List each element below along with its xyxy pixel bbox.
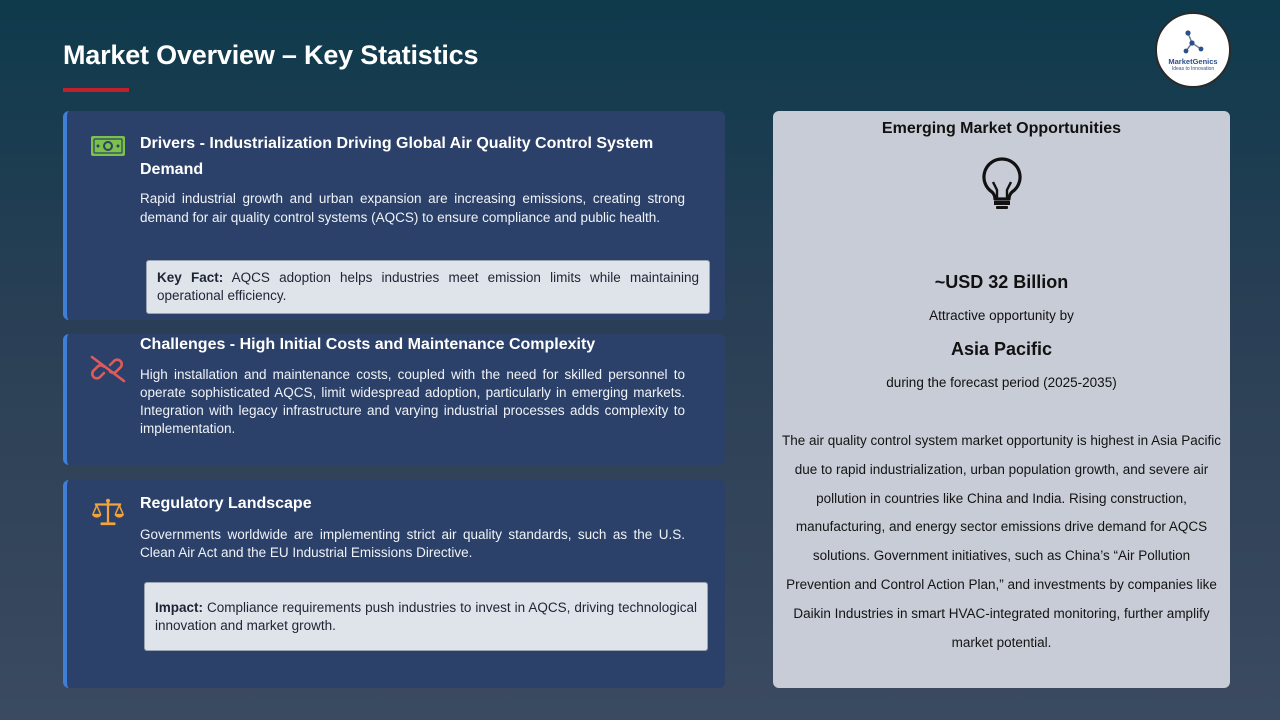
challenges-text: High installation and maintenance costs, coupled with the need for skilled personnel to operate sophisticated AQCS, limit widespread adoption, particularly in emerging markets. Integration with legacy infrastructure and varying industrial processes adds complexity to implementation. bbox=[140, 367, 685, 436]
opportunity-region: Asia Pacific bbox=[950, 339, 1053, 359]
logo-name: MarketGenics bbox=[1168, 56, 1218, 66]
opportunity-value: ~USD 32 Billion bbox=[934, 272, 1069, 292]
network-logo-icon bbox=[1180, 29, 1206, 55]
page-title: Market Overview – Key Statistics bbox=[63, 40, 479, 70]
challenges-title: Challenges - High Initial Costs and Maintenance Complexity bbox=[140, 336, 596, 353]
opportunity-heading: Emerging Market Opportunities bbox=[881, 120, 1122, 137]
drivers-text: Rapid industrial growth and urban expansion are increasing emissions, creating strong demand for air quality control systems (AQCS) to ensure compliance and public health. bbox=[140, 191, 685, 225]
title-underline bbox=[63, 88, 129, 92]
opportunity-description: The air quality control system market opportunity is highest in Asia Pacific due to rapid industrialization, urban population growth, and severe air pollution in countries like China and India. Rising construction, manufacturing, and energy sector emissions drive demand for AQCS solutions. Government initiatives, such as China’s “Air Pollution Prevention and Control Action Plan,” and investments by companies like Daikin Industries in smart HVAC-integrated monitoring, further amplify market potential. bbox=[782, 433, 1221, 650]
impact-label: Impact: bbox=[155, 600, 204, 615]
lightbulb-icon bbox=[978, 155, 1026, 211]
forecast-period: during the forecast period (2025-2035) bbox=[886, 375, 1117, 390]
company-logo bbox=[1155, 12, 1231, 88]
opportunity-panel bbox=[773, 111, 1230, 688]
drivers-card bbox=[63, 111, 725, 320]
impact-box bbox=[144, 582, 708, 651]
drivers-title: Drivers - Industrialization Driving Global Air Quality Control System Demand bbox=[140, 135, 654, 178]
impact-text: Compliance requirements push industries to invest in AQCS, driving technological innovation and market growth. bbox=[155, 600, 697, 633]
money-icon bbox=[89, 131, 127, 161]
regulatory-title: Regulatory Landscape bbox=[140, 495, 312, 512]
regulatory-card bbox=[63, 480, 725, 688]
scales-icon bbox=[89, 497, 127, 527]
key-fact-label: Key Fact: bbox=[157, 270, 224, 285]
broken-link-icon bbox=[89, 354, 127, 384]
challenges-card bbox=[63, 334, 725, 465]
logo-tagline: Ideas to Innovation bbox=[1171, 65, 1215, 72]
opportunity-line1: Attractive opportunity by bbox=[929, 308, 1074, 323]
key-fact-box bbox=[146, 260, 710, 314]
regulatory-text: Governments worldwide are implementing strict air quality standards, such as the U.S. Clean Air Act and the EU Industrial Emissions Directive. bbox=[140, 527, 685, 560]
key-fact-text: AQCS adoption helps industries meet emission limits while maintaining operational efficiency. bbox=[157, 270, 699, 303]
